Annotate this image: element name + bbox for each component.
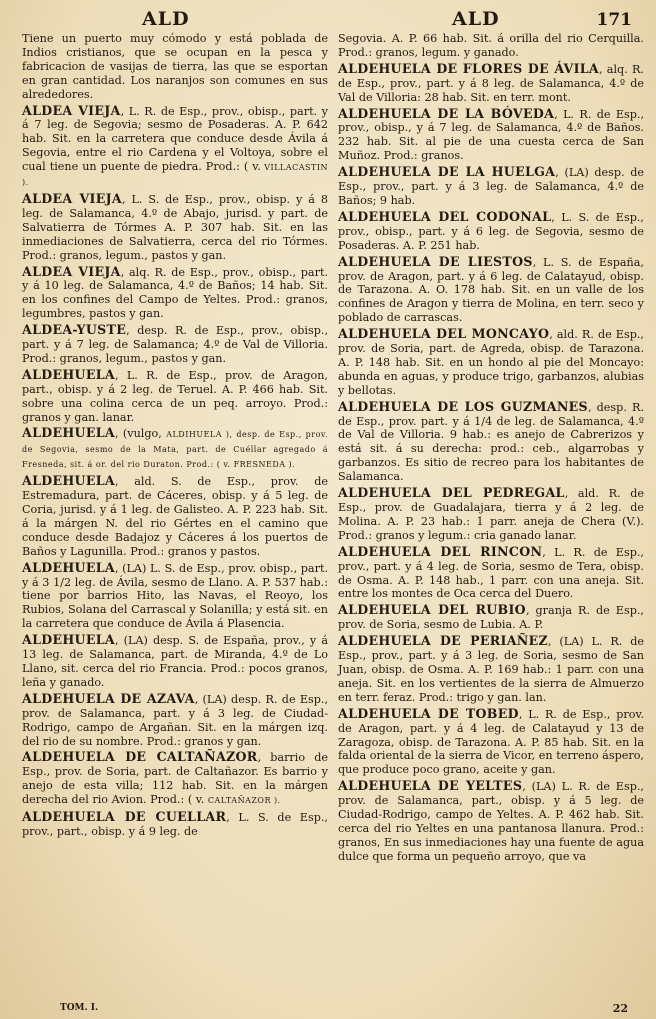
entry-body: , ald. R. de Esp., prov. de Guadalajara, tierra y á 2 leg. de Molina. A. P. 23 hab.: 1 parr. aneja de Chera (V.). Prod.: granos y legum.: cria ganado lanar.: [338, 487, 645, 542]
dictionary-entry: [338, 327, 644, 398]
entry-headword: ALDEHUELA DE TOBED: [338, 705, 519, 721]
entry-body: , L. R. de Esp., prov., part. y á 4 leg. de Soria, sesmo de Tera, obisp. de Osma. A. P. 148 hab., 1 parr. con una aneja. Sit. entre los montes de Oca cerca del Duero.: [338, 545, 644, 601]
dictionary-entry: [338, 62, 644, 105]
text-columns: [22, 32, 644, 866]
dictionary-entry: [338, 165, 644, 208]
entry-body: , granja R. de Esp., prov. de Soria, sesmo de Lubia. A. P.: [338, 604, 644, 632]
entry-body: , L. R. de Esp., prov. de Aragon, part. y á 4 leg. de Calatayud y 13 de Zaragoza, obisp. de Tarazona. A. P. 85 hab. Sit. en la falda oriental de la sierra de Vicor, en terreno áspero, que produce poco grano, aceite y gan.: [338, 707, 644, 777]
entry-body: , ald. R. de Esp., prov. de Soria, part. de Agreda, obisp. de Tarazona. A. P. 148 hab. Sit. en un hondo al pie del Moncayo: abunda en aguas, y produce trigo, garbanzos, alubias y bellotas.: [338, 328, 644, 397]
entry-headword: ALDEA VIEJA: [22, 190, 122, 206]
entry-body: , L. S. de España, prov. de Aragon, part. y á 6 leg. de Calatayud, obisp. de Tarazona. A. O. 178 hab. Sit. en un valle de los confines de Aragon y tierra de Molina, en terr. seco y poblado de carrascas.: [338, 255, 644, 325]
dictionary-entry: [22, 104, 328, 190]
entry-headword: ALDEA VIEJA: [22, 263, 121, 279]
entry-crossref: ALDIHUELA ), desp. de Esp., prov. de Segovia, sesmo de la Mata, part. de Cuéllar agregado á Fresneda, sit. á or. del rio Duraton. Prod.: ( v. FRESNEDA ).: [22, 430, 328, 470]
entry-headword: ALDEHUELA DE CUELLAR: [22, 809, 227, 825]
dictionary-entry: [338, 779, 644, 863]
entry-headword: ALDEHUELA DE LA BÓVEDA: [338, 105, 555, 121]
entry-headword: ALDEHUELA DE FLORES DE ÁVILA: [338, 60, 600, 76]
entry-headword: ALDEHUELA: [22, 366, 115, 382]
entry-body: , L. S. de Esp., prov., obisp., part. y á 6 leg. de Segovia, sesmo de Posaderas. A. P. 251 hab.: [338, 210, 644, 252]
dictionary-entry: [22, 192, 328, 263]
dictionary-entry: [22, 323, 328, 366]
dictionary-entry: [338, 545, 644, 602]
dictionary-entry: [338, 400, 644, 484]
entry-headword: ALDEHUELA DEL MONCAYO: [338, 326, 550, 342]
entry-body: , (LA) desp. S. de España, prov., y á 13 leg. de Salamanca, part. de Miranda, 4.º de Lo Llano, sit. cerca del rio Francia. Prod.: pocos granos, leña y ganado.: [22, 634, 328, 689]
dictionary-entry: [338, 707, 644, 778]
entry-body: , L. R. de Esp., prov., obisp., part. y á 7 leg. de Segovia; sesmo de Posaderas. A. P. 642 hab. Sit. en la carretera que conduce desde Ávila á Segovia, entre el rio Cardena y el Voltoya, sobre el cual tiene un puente de piedra. Prod.: ( v.: [22, 104, 329, 174]
entry-crossref: CALTAÑAZOR ).: [207, 796, 281, 806]
entry-body: , (LA) desp. R. de Esp., prov. de Salamanca, part. y á 3 leg. de Ciudad-Rodrigo, campo de Argañan. Sit. en la márgen izq. del rio de su nombre. Prod.: granos y gan.: [22, 692, 328, 748]
entry-body: , barrio de Esp., prov. de Soria, part. de Caltañazor. Es barrio y anejo de esta villa; 112 hab. Sit. en la márgen derecha del rio Avion. Prod.: ( v.: [22, 751, 329, 807]
dictionary-entry: [22, 750, 328, 808]
dictionary-entry: [22, 426, 328, 472]
entry-body: , (LA) L. R. de Esp., prov. de Salamanca, part., obisp. y á 5 leg. de Ciudad-Rodrigo, campo de Yeltes. A. P. 462 hab. Sit. cerca del rio Yeltes en una pantanosa llanura. Prod.: granos, En sus inmediaciones hay una fuente de agua dulce que forma un pequeño arroyo, que va: [338, 780, 644, 863]
entry-headword: ALDEHUELA: [22, 632, 115, 648]
entry-headword: ALDEHUELA DEL RUBIO: [338, 602, 526, 618]
entry-headword: ALDEHUELA DEL CODONAL: [338, 208, 552, 224]
dictionary-entry: [338, 107, 644, 164]
entry-headword: ALDEHUELA DE AZAVA: [22, 690, 195, 706]
entry-headword: ALDEA-YUSTE: [22, 322, 127, 338]
entry-headword: ALDEHUELA: [22, 559, 115, 575]
dictionary-entry: [338, 32, 644, 60]
entry-body: , (vulgo,: [114, 427, 167, 441]
entry-headword: ALDEHUELA DE PERIAÑEZ: [338, 633, 548, 649]
entry-body: , alq. R. de Esp., prov., part. y á 8 leg. de Salamanca, 4.º de Val de Villoria: 28 hab. Sit. en terr. mont.: [338, 62, 644, 104]
dictionary-entry: [22, 265, 328, 322]
entry-headword: ALDEHUELA: [22, 473, 115, 489]
page-header: [22, 8, 644, 30]
entry-headword: ALDEHUELA DE LA HUELGA: [338, 164, 556, 180]
entry-body: Segovia. A. P. 66 hab. Sit. á orilla del rio Cerquilla. Prod.: granos, legum. y ganado.: [338, 32, 644, 59]
entry-body: , ald. S. de Esp., prov. de Estremadura, part. de Cáceres, obisp. y á 5 leg. de Coria, jurisd. y á 1 leg. de Galisteo. A. P. 223 hab. Sit. á la márgen N. del rio Gértes en el camino que conduce desde Badajoz y Cáceres á los puertos de Baños y Lagunilla. Prod.: granos y pastos.: [22, 475, 328, 558]
entry-headword: ALDEHUELA: [22, 425, 115, 441]
dictionary-entry: [338, 603, 644, 632]
right-column: [338, 32, 644, 866]
entry-body: , desp. R. de Esp., prov., obisp., part. y á 7 leg. de Salamanca; 4.º de Val de Villoria. Prod.: granos, legum., pastos y gan.: [22, 324, 328, 365]
dictionary-entry: [338, 486, 644, 543]
entry-headword: ALDEHUELA DE YELTES: [338, 778, 523, 794]
entry-headword: ALDEHUELA DE LIESTOS: [338, 253, 533, 269]
entry-body: , L. S. de Esp., prov., obisp. y á 8 leg. de Salamanca, 4.º de Abajo, jurisd. y part. de Salvatierra de Tórmes A. P. 307 hab. Sit. en las inmediaciones de Salvatierra, cerca del rio Tórmes. Prod.: granos, legum., pastos y gan.: [22, 192, 328, 262]
dictionary-entry: [22, 474, 328, 558]
volume-marker: TOM. I.: [60, 1003, 99, 1013]
entry-headword: ALDEA VIEJA: [22, 102, 121, 118]
entry-body: , L. R. de Esp., prov., obisp., y á 7 leg. de Salamanca, 4.º de Baños. 232 hab. Sit. al pie de una cuesta cerca de San Muñoz. Prod.: granos.: [338, 107, 645, 163]
dictionary-entry: [22, 633, 328, 690]
page-number: 171: [596, 10, 632, 30]
entry-headword: ALDEHUELA DEL PEDREGAL: [338, 485, 565, 501]
entry-body: , desp. R. de Esp., prov. part. y á 1/4 de leg. de Salamanca, 4.º de Val de Villoria. 9 hab.: es anejo de Cabrerizos y está sit. á su derecha: prod.: ceb., algarrobas y garbanzos. Es sitio de recreo para los habitantes de Salamanca.: [338, 400, 645, 484]
entry-body: , (LA) L. R. de Esp., prov., part. y á 3 leg. de Soria, sesmo de San Juan, obisp. de Osma. A. P. 169 hab.: 1 parr. con una aneja. Sit. en los vertientes de la sierra de Almuerzo en terr. feraz. Prod.: trigo y gan. lan.: [338, 635, 644, 704]
signature-mark: 22: [612, 1002, 628, 1015]
entry-body: Tiene un puerto muy cómodo y está poblada de Indios cristianos, que se ocupan en la pesca y fabricacion de vasijas de tierra, las que se esportan en gran cantidad. Los naranjos son comunes en sus alrededores.: [22, 32, 328, 101]
entry-headword: ALDEHUELA DEL RINCON: [338, 543, 543, 559]
dictionary-entry: [338, 634, 644, 705]
dictionary-entry: [22, 32, 328, 102]
entry-body: , L. R. de Esp., prov. de Aragon, part., obisp. y á 2 leg. de Teruel. A. P. 466 hab. Sit. sobre una colina cerca de un peq. arroyo. Prod.: granos y gan. lanar.: [22, 368, 328, 424]
running-head-right: ALD: [452, 8, 500, 30]
entry-crossref: VILLACASTIN ).: [22, 163, 328, 188]
dictionary-entry: [22, 810, 328, 839]
entry-body: , L. S. de Esp., prov., part., obisp. y á 9 leg. de: [22, 811, 328, 838]
entry-body: , (LA) L. S. de Esp., prov. obisp., part. y á 3 1/2 leg. de Ávila, sesmo de Llano. A. P. 537 hab.: tiene por barrios Hito, las Navas, el Reoyo, los Rubios, Solana del Carrascal y Solanilla; y está sit. en la carretera que conduce de Ávila á Plasencia.: [22, 561, 328, 631]
dictionary-entry: [22, 561, 328, 632]
entry-headword: ALDEHUELA DE CALTAÑAZOR: [22, 749, 258, 765]
entry-body: , (LA) desp. de Esp., prov., part. y á 3 leg. de Salamanca, 4.º de Baños; 9 hab.: [338, 166, 644, 207]
left-column: [22, 32, 328, 866]
entry-body: , alq. R. de Esp., prov., obisp., part. y á 10 leg. de Salamanca, 4.º de Baños; 14 hab. Sit. en los confines del Campo de Yeltes. Prod.: granos, legumbres, pastos y gan.: [22, 265, 328, 321]
entry-headword: ALDEHUELA DE LOS GUZMANES: [338, 398, 588, 414]
dictionary-entry: [338, 255, 644, 326]
dictionary-entry: [22, 368, 328, 425]
dictionary-entry: [338, 210, 644, 253]
dictionary-entry: [22, 692, 328, 749]
running-head-left: ALD: [142, 8, 190, 30]
